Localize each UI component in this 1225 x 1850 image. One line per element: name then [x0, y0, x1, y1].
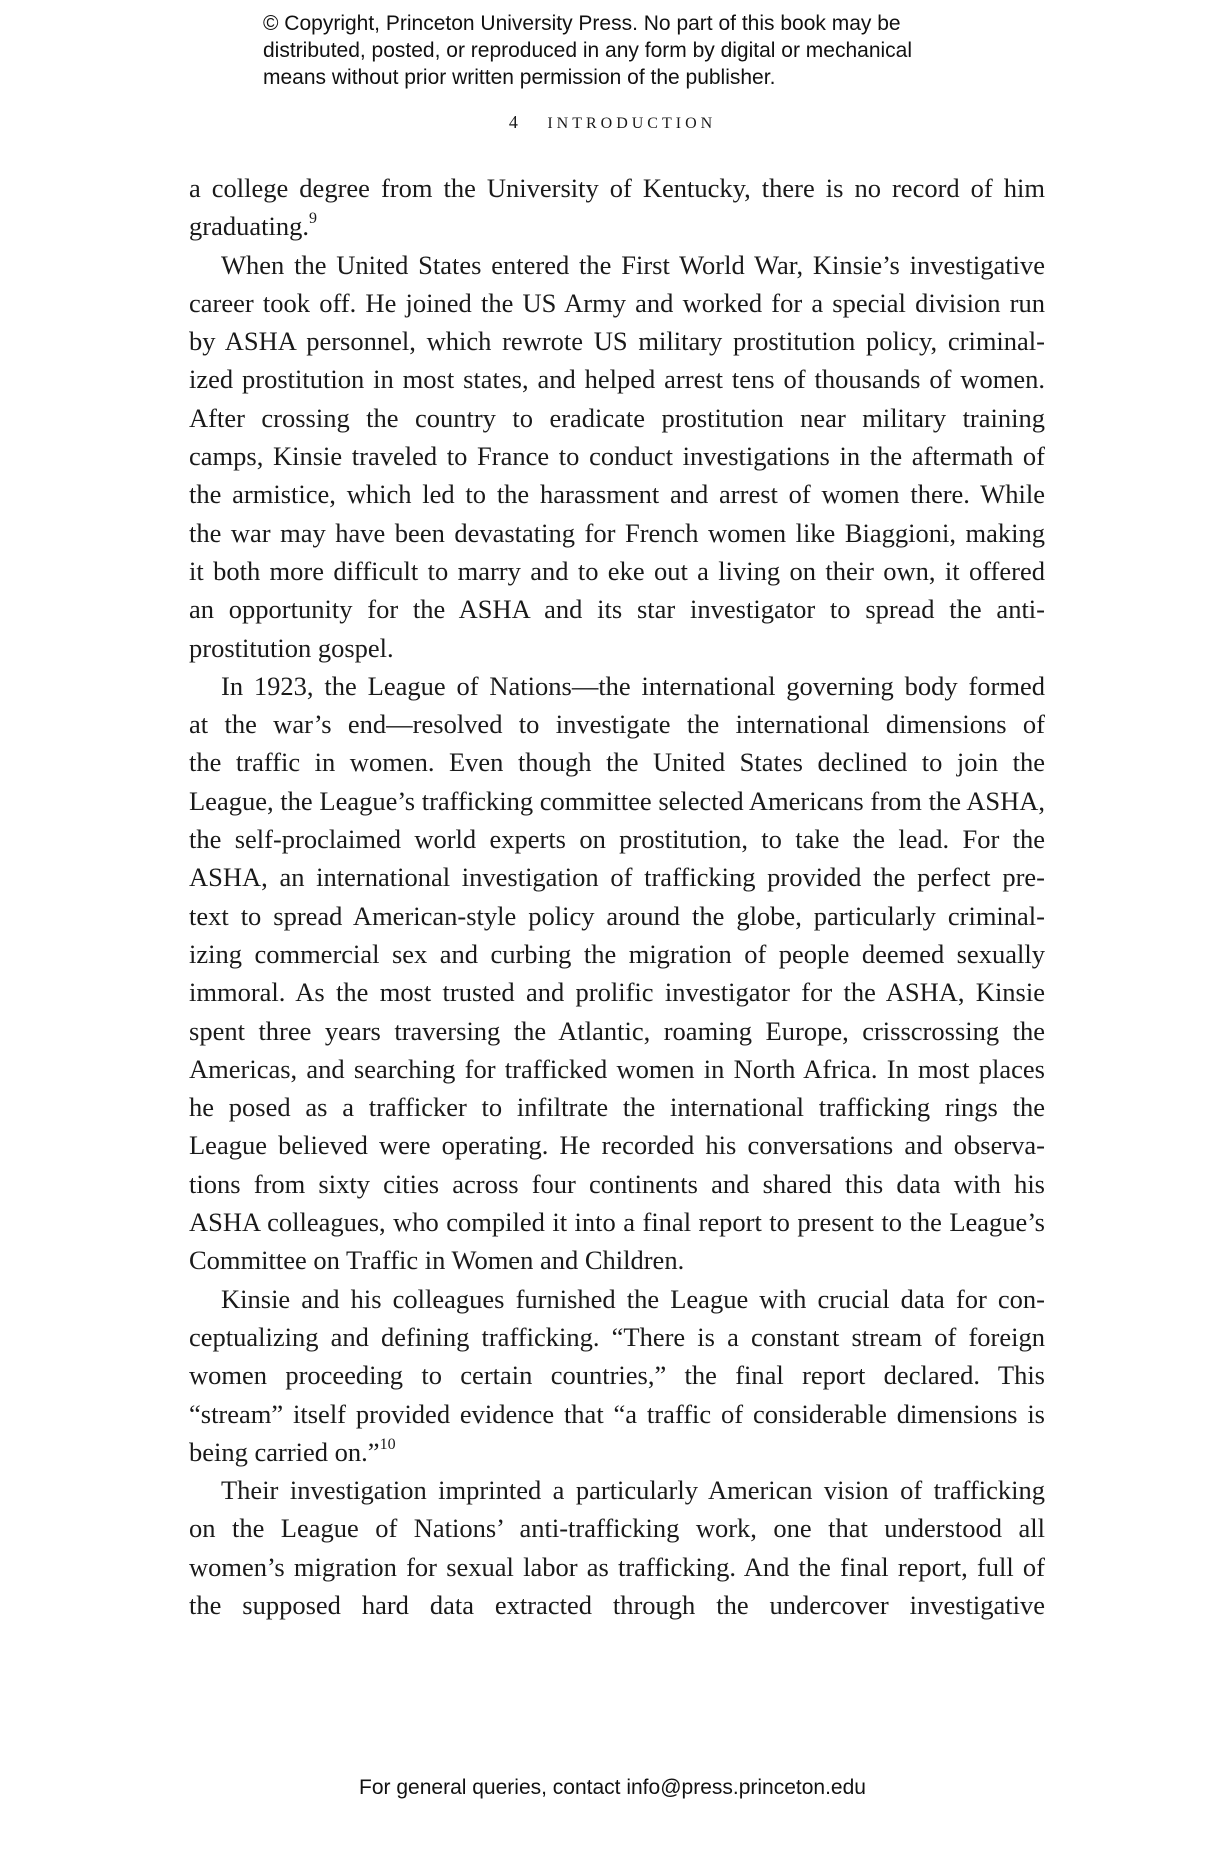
text-line: izing commercial sex and curbing the migration of people deemed sexually: [189, 938, 1045, 969]
text-line: ized prostitution in most states, and helped arrest tens of thousands of women.: [189, 364, 1045, 395]
text-line: League believed were operating. He recorded his conversations and observa-: [189, 1130, 1045, 1161]
text-line: Kinsie and his colleagues furnished the League with crucial data for con-: [221, 1283, 1045, 1314]
text-line: ceptualizing and defining trafficking. “There is a constant stream of foreign: [189, 1321, 1045, 1352]
text-line: spent three years traversing the Atlantic, roaming Europe, crisscrossing the: [189, 1015, 1045, 1046]
text-line: When the United States entered the First World War, Kinsie’s investigative: [221, 249, 1045, 280]
copyright-line: means without prior written permission of the publisher.: [263, 66, 776, 89]
text-line: camps, Kinsie traveled to France to conduct investigations in the aftermath of: [189, 441, 1045, 472]
text-line: a college degree from the University of Kentucky, there is no record of him: [189, 173, 1045, 203]
text-line: being carried on.”$^{10}$: [189, 1435, 396, 1467]
text-line: After crossing the country to eradicate prostitution near military training: [189, 402, 1045, 433]
text-line: immoral. As the most trusted and prolific investigator for the ASHA, Kinsie: [189, 977, 1045, 1008]
text-line: ASHA, an international investigation of trafficking provided the perfect pre-: [189, 862, 1045, 893]
text-line: women proceeding to certain countries,” the final report declared. This: [189, 1360, 1045, 1391]
text-line: women’s migration for sexual labor as trafficking. And the final report, full of: [189, 1551, 1045, 1582]
text-line: text to spread American-style policy around the globe, particularly criminal-: [189, 900, 1045, 931]
text-line: League, the League’s trafficking committee selected Americans from the ASHA,: [189, 785, 1045, 816]
text-line: it both more difficult to marry and to eke out a living on their own, it offered: [189, 555, 1045, 586]
body-text: [189, 169, 1045, 1624]
text-line: prostitution gospel.: [189, 632, 394, 663]
text-line: ASHA colleagues, who compiled it into a final report to present to the League’s: [189, 1207, 1045, 1238]
section-title: INTRODUCTION: [547, 115, 717, 132]
page-number: 4: [508, 112, 518, 132]
copyright-line: © Copyright, Princeton University Press. No part of this book may be: [263, 12, 901, 35]
copyright-line: distributed, posted, or reproduced in any form by digital or mechanical: [263, 39, 913, 62]
footnote-marker[interactable]: 10: [379, 1435, 396, 1453]
text-line: Their investigation imprinted a particularly American vision of trafficking: [221, 1475, 1045, 1506]
text-line: graduating.$^9$: [189, 210, 317, 242]
text-line: In 1923, the League of Nations—the international governing body formed: [221, 670, 1045, 701]
text-line: tions from sixty cities across four continents and shared this data with his: [189, 1168, 1045, 1199]
text-line: the supposed hard data extracted through the undercover investigative: [189, 1589, 1045, 1620]
text-line: on the League of Nations’ anti-trafficking work, one that understood all: [189, 1513, 1045, 1544]
copyright-notice: [263, 10, 983, 91]
text-line: the armistice, which led to the harassment and arrest of women there. While: [189, 479, 1045, 510]
text-line: an opportunity for the ASHA and its star investigator to spread the anti-: [189, 594, 1045, 625]
footer-contact: For general queries, contact info@press.princeton.edu: [359, 1776, 866, 1799]
text-line: career took off. He joined the US Army and worked for a special division run: [189, 287, 1045, 318]
text-line: Committee on Traffic in Women and Children.: [189, 1245, 685, 1276]
text-line: the traffic in women. Even though the United States declined to join the: [189, 747, 1045, 778]
text-line: the self-proclaimed world experts on prostitution, to take the lead. For the: [189, 824, 1045, 855]
running-head: [0, 112, 1225, 133]
text-line: the war may have been devastating for French women like Biaggioni, making: [189, 517, 1045, 548]
text-line: Americas, and searching for trafficked women in North Africa. In most places: [189, 1053, 1045, 1084]
text-line: he posed as a trafficker to infiltrate the international trafficking rings the: [189, 1092, 1045, 1123]
text-line: “stream” itself provided evidence that “a traffic of considerable dimensions is: [189, 1398, 1045, 1429]
footnote-marker[interactable]: 9: [308, 210, 317, 228]
text-line: at the war’s end—resolved to investigate the international dimensions of: [189, 709, 1045, 740]
text-line: by ASHA personnel, which rewrote US military prostitution policy, criminal-: [189, 326, 1045, 357]
